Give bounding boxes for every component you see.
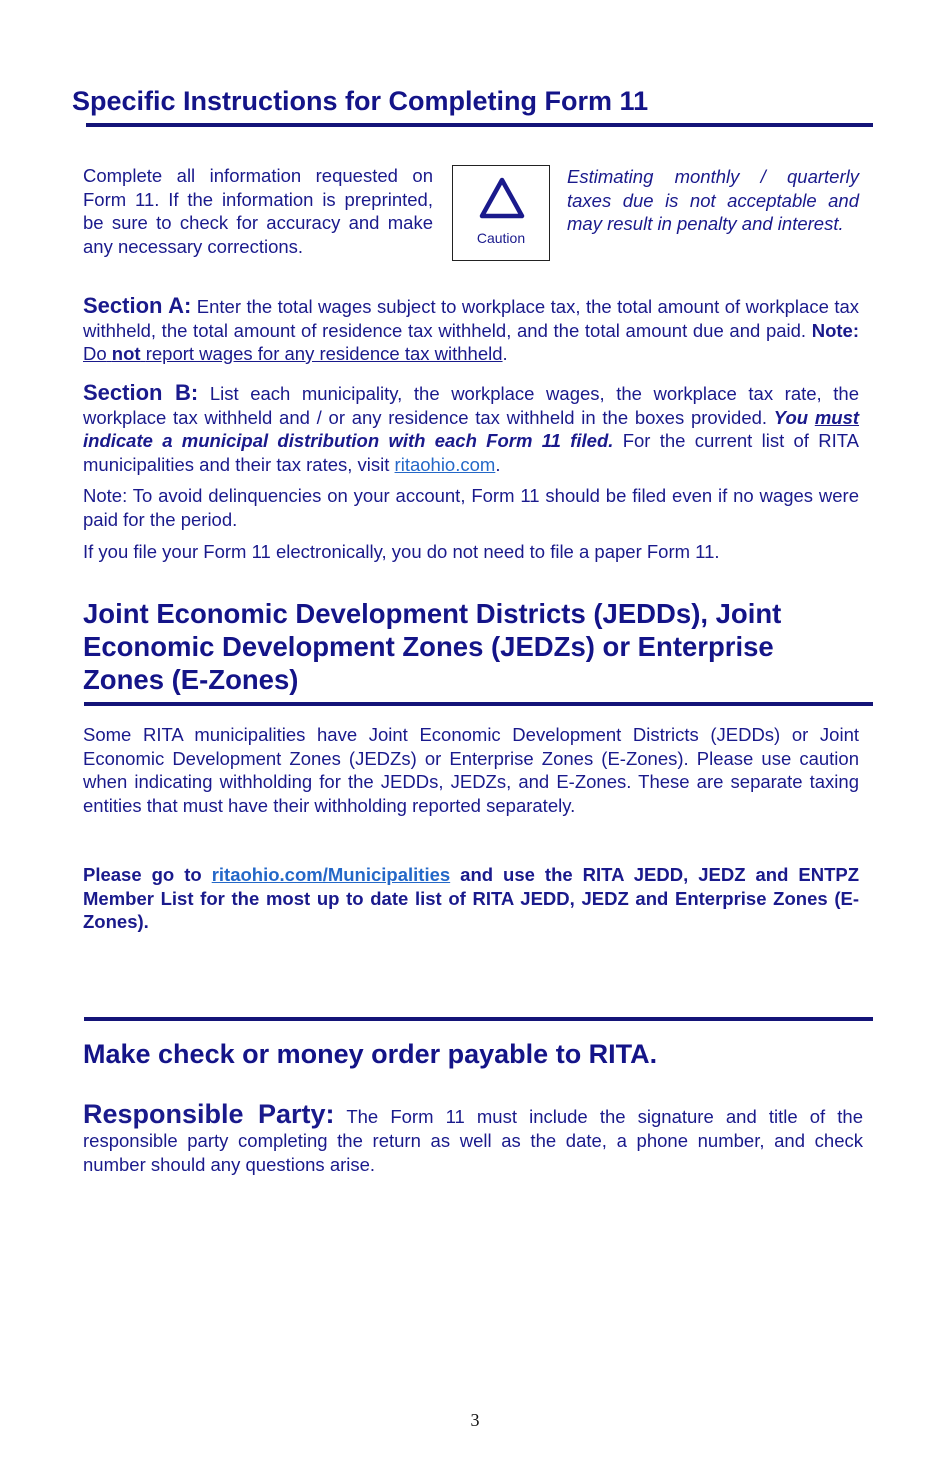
section-a-text: Enter the total wages subject to workplace tax, the total amount of workplace tax withheld, the total amount of residence tax withheld, and the total amount due and paid.: [83, 296, 860, 341]
payable-heading: Make check or money order payable to RITA.: [83, 1039, 658, 1069]
emph-you: You: [773, 406, 809, 428]
note-end: .: [502, 343, 508, 364]
jedd-go-pre: Please go to: [83, 864, 202, 885]
section-a-note: [83, 343, 503, 364]
caution-box: [452, 165, 550, 261]
responsible-party: [83, 1099, 863, 1177]
caution-note: Estimating monthly / quarterly taxes due is not acceptable and may result in penalty and interest.: [567, 166, 859, 234]
section-a-label: Section A:: [83, 293, 192, 318]
title-rule: [86, 123, 873, 127]
caution-icon: [478, 176, 526, 220]
intro-paragraph: Complete all information requested on Form 11. If the information is preprinted, be sure to check for accuracy and make any necessary corrections.: [83, 165, 433, 257]
ritaohio-link[interactable]: ritaohio.com: [394, 453, 496, 475]
section-b: [83, 381, 859, 476]
delinquency-note: Note: To avoid delinquencies on your account, Form 11 should be filed even if no wages were paid for the period.: [83, 485, 859, 530]
payable-rule: [84, 1017, 873, 1021]
responsible-text: The Form 11 must include the signature and title of the responsible party completing the return as well as the date, a phone number, and check number should any questions arise.: [83, 1106, 863, 1175]
emph-rest: indicate a municipal distribution with each Form 11 filed.: [83, 430, 614, 451]
emph-must: must: [814, 406, 860, 428]
page-title: Specific Instructions for Completing Form 11: [72, 86, 649, 116]
page-number: 3: [470, 1410, 480, 1430]
note-not: not: [111, 343, 141, 364]
jedd-heading: Joint Economic Development Districts (JEDDs), Joint Economic Development Zones (JEDZs) or Enterprise Zones (E-Zones): [83, 598, 782, 695]
jedd-rule: [84, 702, 873, 706]
electronic-note: If you file your Form 11 electronically, you do not need to file a paper Form 11.: [83, 541, 720, 562]
jedd-paragraph: Some RITA municipalities have Joint Economic Development Districts (JEDDs) or Joint Economic Development Zones (JEDZs) or Enterprise Zones (E-Zones). Please use caution when indicating withholding for the JEDDs, JEDZs, and E-Zones. These are separate taxing entities that must have their withholding reported separately.: [83, 724, 859, 816]
section-b-visit: For the current list of RITA municipalities and their tax rates, visit: [83, 430, 859, 475]
section-b-text: List each municipality, the workplace wages, the workplace tax rate, the workplace tax withheld and / or any residence tax withheld in the boxes provided.: [83, 383, 859, 428]
section-b-end: .: [495, 453, 501, 475]
note-rest: report wages for any residence tax withheld: [145, 343, 503, 364]
note-do: Do: [83, 343, 107, 364]
jedd-go-paragraph: [83, 863, 859, 934]
municipalities-link[interactable]: ritaohio.com/Municipalities: [211, 864, 451, 885]
responsible-label: Responsible Party:: [83, 1099, 335, 1129]
caution-label: Caution: [476, 230, 526, 246]
section-a-note-label: Note:: [811, 319, 860, 341]
jedd-go-post: and use the RITA JEDD, JEDZ and ENTPZ Member List for the most up to date list of RITA JEDD, JEDZ and Enterprise Zones (E-Zones).: [83, 864, 860, 932]
section-a: [83, 294, 859, 366]
section-b-label: Section B:: [83, 380, 199, 405]
